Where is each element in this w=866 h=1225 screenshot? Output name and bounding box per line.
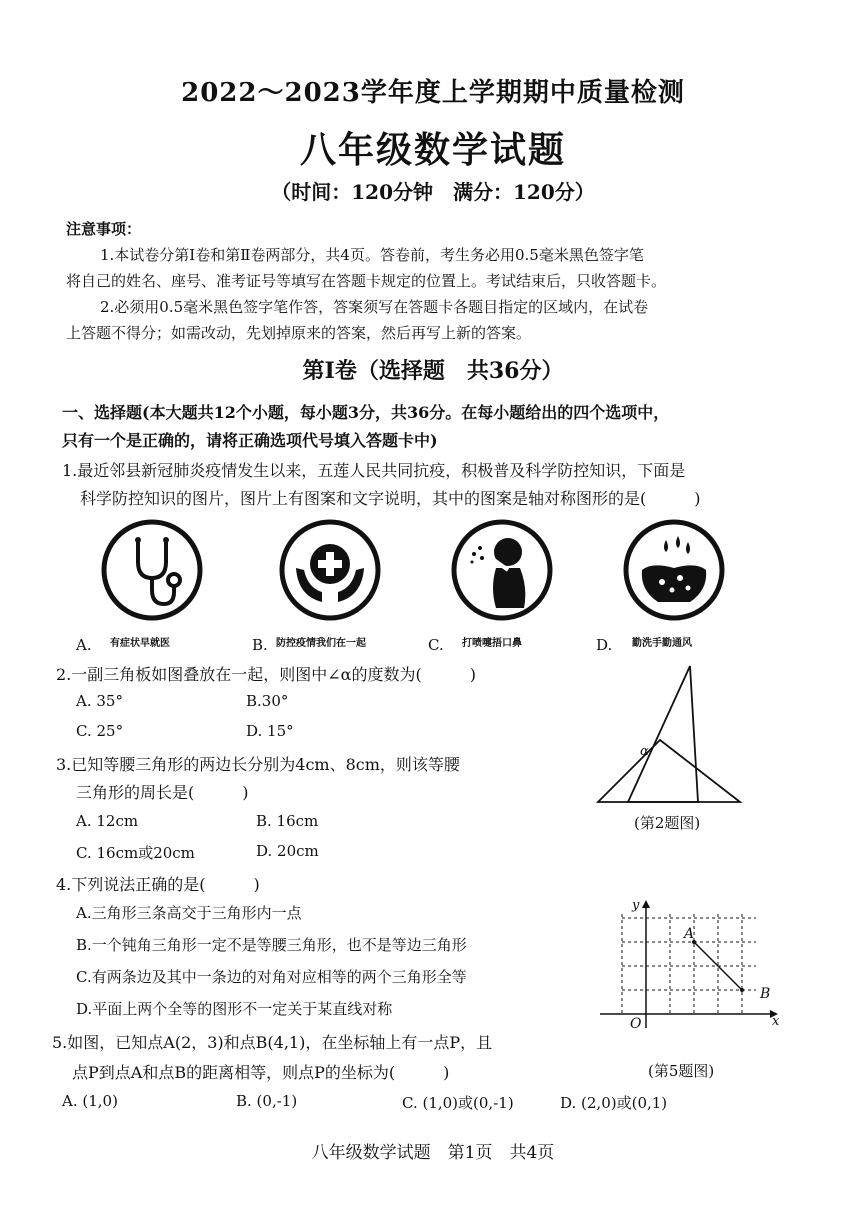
q1-stem: 科学防控知识的图片，图片上有图案和文字说明，其中的图案是轴对称图形的是( ) xyxy=(80,489,701,508)
section-title: 第Ⅰ卷（选择题 共36分） xyxy=(302,358,564,384)
q3-option: A. 12cm xyxy=(76,812,139,830)
icon-caption: 勤洗手勤通风 xyxy=(632,638,692,649)
coordinate-grid-figure xyxy=(596,900,780,1036)
q2-option: C. 25° xyxy=(76,722,124,740)
icon-caption: 打喷嚏捂口鼻 xyxy=(462,638,522,649)
q5-option: D. (2,0)或(0,1) xyxy=(560,1094,668,1112)
point-b-label: B xyxy=(760,986,771,1002)
option-letter: A. xyxy=(76,636,92,654)
q2-stem: 2.一副三角板如图叠放在一起，则图中∠α的度数为( ) xyxy=(56,665,476,684)
q1-stem: 1.最近邻县新冠肺炎疫情发生以来，五莲人民共同抗疫，积极普及科学防控知识，下面是 xyxy=(62,461,686,480)
q5-stem: 5.如图，已知点A(2，3)和点B(4,1)，在坐标轴上有一点P，且 xyxy=(52,1033,493,1052)
section-intro: 只有一个是正确的，请将正确选项代号填入答题卡中) xyxy=(62,431,438,450)
origin-label: O xyxy=(630,1016,642,1032)
q2-caption: (第2题图) xyxy=(634,814,701,832)
icon-caption: 防控疫情我们在一起 xyxy=(276,638,366,649)
option-letter: D. xyxy=(596,636,613,654)
option-letter: B. xyxy=(252,636,268,654)
option-letter: C. xyxy=(428,636,444,654)
q3-option: D. 20cm xyxy=(256,842,319,860)
q4-option: B.一个钝角三角形一定不是等腰三角形，也不是等边三角形 xyxy=(76,936,467,954)
notice-line: 将自己的姓名、座号、准考证号等填写在答题卡规定的位置上。考试结束后，只收答题卡。 xyxy=(66,272,667,290)
q4-stem: 4.下列说法正确的是( ) xyxy=(56,875,260,894)
q3-stem: 3.已知等腰三角形的两边长分别为4cm、8cm，则该等腰 xyxy=(56,755,460,774)
point-a-label: A xyxy=(684,926,695,942)
x-axis-label: x xyxy=(772,1014,780,1029)
q4-option: A.三角形三条高交于三角形内一点 xyxy=(76,904,302,922)
triangle-rulers-figure xyxy=(594,664,744,806)
exam-title: 2022～2023学年度上学期期中质量检测 xyxy=(181,78,685,108)
medical-cross-hands-icon xyxy=(278,518,382,622)
y-axis-label: y xyxy=(632,898,640,913)
q2-option: A. 35° xyxy=(76,692,123,710)
q3-option: B. 16cm xyxy=(256,812,319,830)
icon-caption: 有症状早就医 xyxy=(110,638,170,649)
q4-option: D.平面上两个全等的图形不一定关于某直线对称 xyxy=(76,1000,393,1018)
sneeze-icon xyxy=(450,518,554,622)
time-info: （时间：120分钟 满分：120分） xyxy=(271,180,595,204)
notice-line: 1.本试卷分第Ⅰ卷和第Ⅱ卷两部分，共4页。答卷前，考生务必用0.5毫米黑色签字笔 xyxy=(100,246,644,264)
stethoscope-icon xyxy=(100,518,204,622)
q3-option: C. 16cm或20cm xyxy=(76,844,195,862)
hand-wash-icon xyxy=(622,518,726,622)
q5-option: B. (0,-1) xyxy=(236,1092,298,1110)
section-intro: 一、选择题(本大题共12个小题，每小题3分，共36分。在每小题给出的四个选项中， xyxy=(62,403,670,422)
q5-stem: 点P到点A和点B的距离相等，则点P的坐标为( ) xyxy=(72,1063,450,1082)
q4-option: C.有两条边及其中一条边的对角对应相等的两个三角形全等 xyxy=(76,968,467,986)
subject-title: 八年级数学试题 xyxy=(299,129,566,171)
page-footer: 八年级数学试题 第1页 共4页 xyxy=(311,1143,555,1163)
notice-title: 注意事项： xyxy=(66,220,142,238)
notice-line: 上答题不得分；如需改动，先划掉原来的答案，然后再写上新的答案。 xyxy=(66,324,532,342)
alpha-label: α xyxy=(640,744,649,759)
q2-option: D. 15° xyxy=(246,722,294,740)
q5-option: C. (1,0)或(0,-1) xyxy=(402,1094,514,1112)
notice-line: 2.必须用0.5毫米黑色签字笔作答，答案须写在答题卡各题目指定的区域内，在试卷 xyxy=(100,298,649,316)
q3-stem: 三角形的周长是( ) xyxy=(76,783,249,802)
q2-option: B.30° xyxy=(246,692,289,710)
q5-option: A. (1,0) xyxy=(62,1092,118,1110)
q5-caption: (第5题图) xyxy=(648,1062,715,1080)
